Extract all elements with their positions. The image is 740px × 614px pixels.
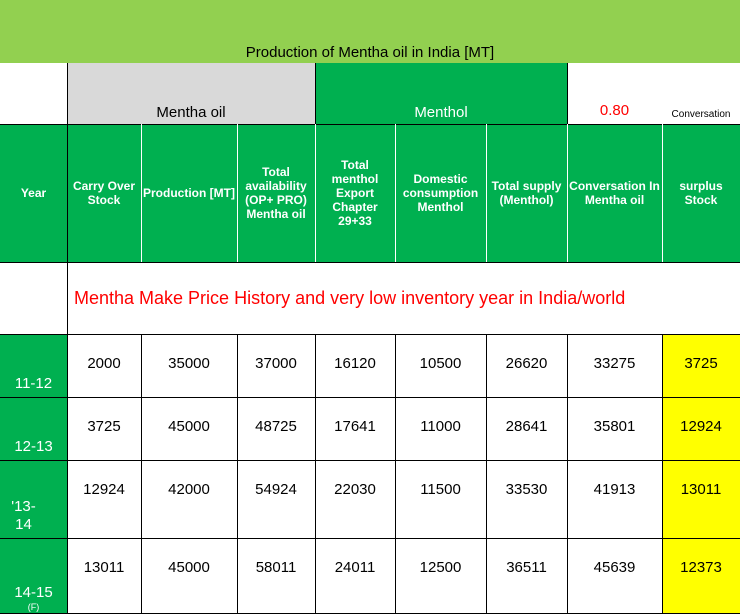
table-cell: 48725 [255,418,297,435]
table-note: Mentha Make Price History and very low inventory year in India/world [74,287,626,308]
gridline [315,63,316,124]
gridline [0,124,740,125]
conversion-ratio: 0.80 [599,101,630,119]
table-cell: 35801 [593,418,636,435]
column-header-menthol-export: Total menthol Export Chapter 29+33 [315,124,395,262]
table-cell: 45000 [168,418,210,435]
table-cell: 35000 [168,355,210,372]
table-cell: 22030 [334,481,376,498]
year-label-group [14,584,52,612]
gridline [67,63,68,334]
table-cell: 41913 [593,481,636,498]
gridline [315,334,316,614]
header-divider [486,124,487,262]
table-cell: 28641 [505,418,548,435]
table-cell: 45000 [168,559,210,576]
year-label: 12-13 [14,438,53,455]
table-cell: 13011 [83,559,125,576]
header-divider [237,124,238,262]
gridline [486,334,487,614]
table-cell: 3725 [87,418,121,435]
table-cell: 10500 [419,355,462,372]
column-header-carry-over: Carry Over Stock [67,124,141,262]
column-header-domestic-consumption: Domestic consumption Menthol [395,124,486,262]
table-cell: 11000 [420,418,461,435]
header-divider [395,124,396,262]
table-cell: 58011 [255,559,297,576]
group-header-mentha-oil: Mentha oil [67,63,315,124]
group-header-menthol: Menthol [315,63,567,124]
table-cell: 33530 [505,481,548,498]
table-cell: 33275 [593,355,636,372]
surplus-cell: 12373 [662,538,740,614]
surplus-cell: 13011 [662,460,740,538]
header-divider [662,124,663,262]
header-divider [141,124,142,262]
table-cell: 24011 [334,559,376,576]
table-cell: 11500 [420,481,461,498]
year-forecast-marker: (F) [27,602,40,612]
header-divider [567,124,568,262]
column-header-conversion: Conversation In Mentha oil [567,124,662,262]
gridline [662,334,663,614]
table-cell: 12924 [83,481,125,498]
gridline [395,334,396,614]
gridline [67,334,68,614]
gridline [567,334,568,614]
row-year-cell [0,397,67,460]
table-cell: 12500 [419,559,462,576]
row-year-cell [0,460,67,538]
gridline [567,63,568,124]
gridline [237,334,238,614]
gridline [0,334,740,335]
gridline [0,538,740,539]
header-divider [315,124,316,262]
year-label: 11-12 [14,375,53,392]
table-cell: 2000 [87,355,121,372]
gridline [0,262,740,263]
table-cell: 36511 [506,559,547,576]
table-cell: 37000 [255,355,297,372]
gridline [0,460,740,461]
table-title: Production of Mentha oil in India [MT] [0,0,740,63]
table-cell: 26620 [505,355,548,372]
column-header-surplus: surplus Stock [662,124,740,262]
gridline [0,397,740,398]
table-cell: 54924 [255,481,297,498]
column-header-total-availability: Total availability (OP+ PRO) Mentha oil [237,124,315,262]
column-header-year: Year [0,124,67,262]
table-cell: 16120 [334,355,376,372]
surplus-cell: 12924 [662,397,740,460]
year-label: 14-15 [14,584,53,601]
row-year-cell [0,538,67,614]
surplus-cell: 3725 [662,334,740,397]
column-header-total-supply: Total supply (Menthol) [486,124,567,262]
row-year-cell [0,334,67,397]
year-label: '13-14 [11,498,36,533]
table-cell: 45639 [593,559,636,576]
table-cell: 17641 [334,418,376,435]
column-header-production: Production [MT] [141,124,237,262]
conversion-note: Conversation [671,108,731,120]
table-cell: 42000 [168,481,210,498]
gridline [141,334,142,614]
